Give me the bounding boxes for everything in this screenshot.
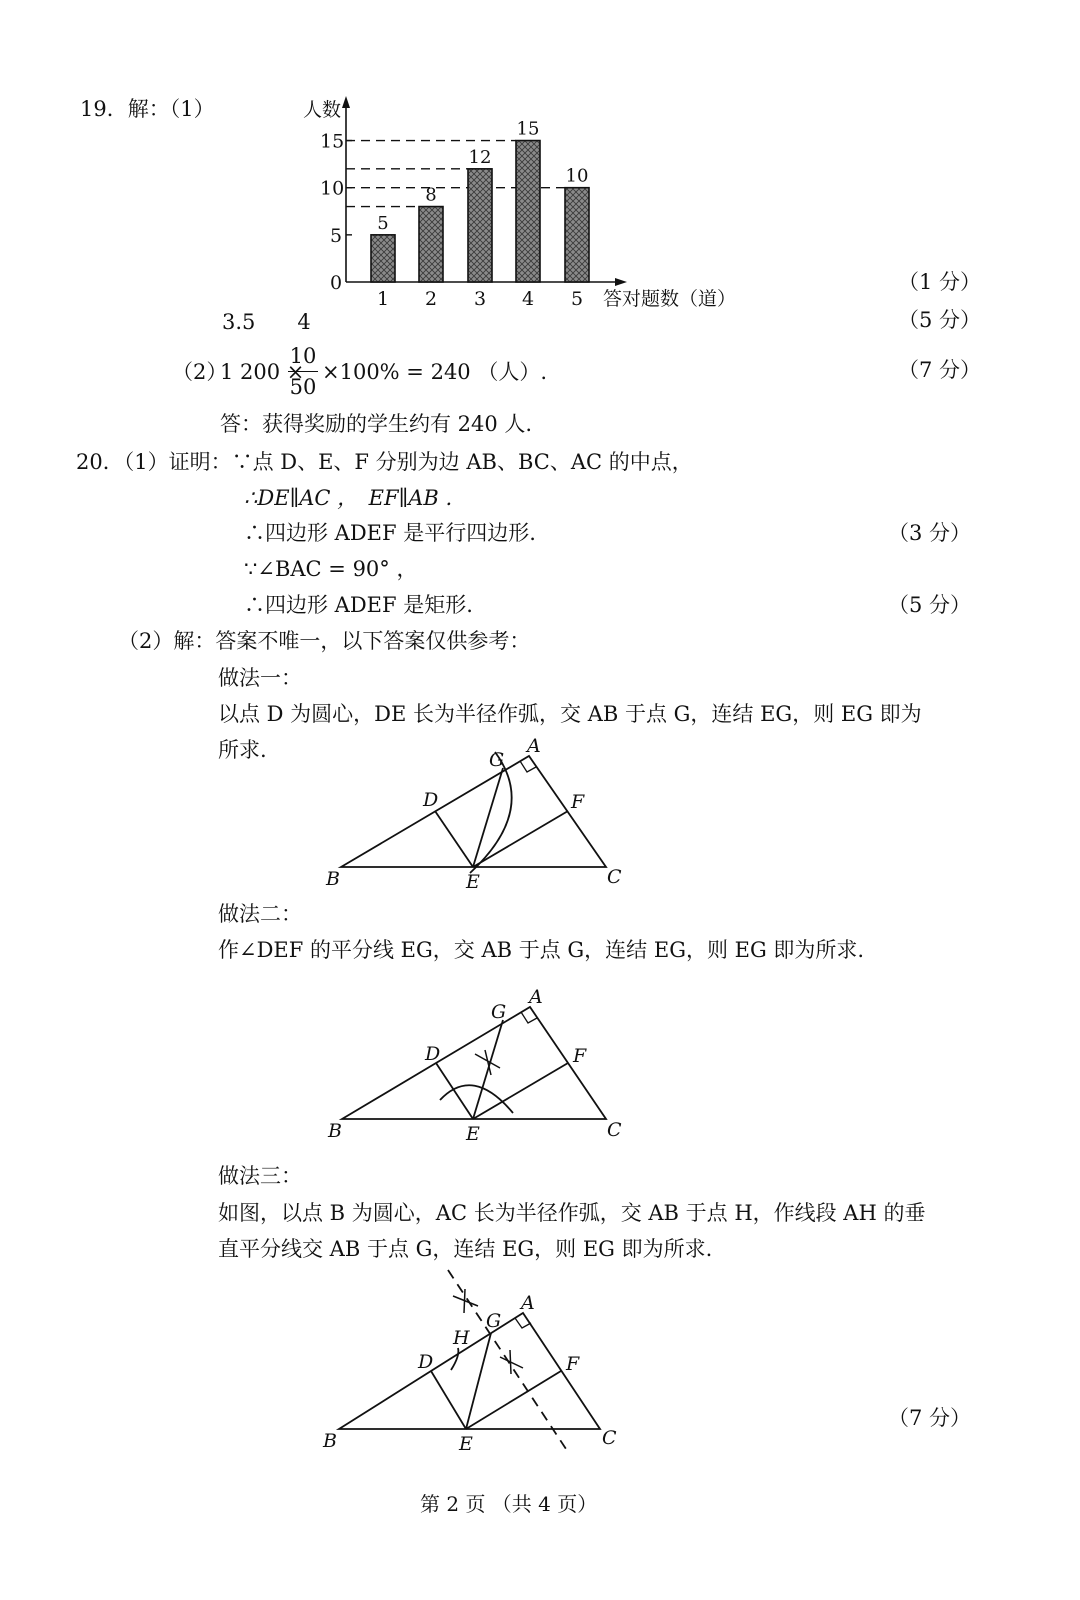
point-g: G	[486, 1310, 502, 1332]
q19-part2-lead: 1 200 ×	[220, 360, 305, 384]
q20-line-5: ∴四边形 ADEF 是矩形.	[244, 593, 473, 617]
q19-mean-median: 3.5 4	[222, 310, 311, 334]
q20-line-2: ∴DE∥AC ， EF∥AB .	[244, 486, 453, 510]
fraction-denominator: 50	[289, 375, 317, 399]
page-footer: 第 2 页 （共 4 页）	[420, 1492, 598, 1516]
point-g: G	[491, 1001, 507, 1023]
method-3-text-b: 直平分线交 AB 于点 G，连结 EG，则 EG 即为所求.	[218, 1237, 713, 1261]
q19-score-5: （5 分）	[898, 308, 982, 332]
point-a: A	[527, 735, 541, 757]
bar-data-label: 10	[565, 165, 589, 187]
point-b: B	[323, 1430, 337, 1452]
method-3-title: 做法三：	[218, 1164, 302, 1188]
point-f: F	[573, 1045, 587, 1067]
point-h: H	[453, 1327, 470, 1349]
figure-method-1	[341, 752, 606, 873]
point-d: D	[418, 1351, 434, 1373]
method-1-text-b: 所求.	[218, 738, 267, 762]
q20-score-7: （7 分）	[888, 1406, 972, 1430]
method-3-text-a: 如图，以点 B 为圆心，AC 长为半径作弧，交 AB 于点 H，作线段 AH 的垂	[218, 1201, 926, 1225]
point-f: F	[571, 791, 585, 813]
y-tick-label: 0	[330, 272, 343, 294]
point-b: B	[328, 1120, 342, 1142]
point-e: E	[466, 871, 480, 893]
point-c: C	[607, 1119, 622, 1141]
x-axis-label: 答对题数（道）	[603, 288, 737, 310]
point-g: G	[489, 749, 505, 771]
q19-part2-tail: ×100% = 240 （人）.	[322, 360, 548, 384]
bar-data-label: 15	[516, 118, 540, 140]
y-tick-label: 10	[320, 177, 345, 200]
q20-score-3: （3 分）	[888, 521, 972, 545]
point-b: B	[326, 868, 340, 890]
method-1-title: 做法一：	[218, 666, 302, 690]
x-tick-label: 3	[473, 288, 487, 310]
q20-score-5: （5 分）	[888, 593, 972, 617]
q20-part2: （2）解：答案不唯一，以下答案仅供参考：	[118, 629, 531, 653]
bar-data-label: 12	[468, 146, 492, 168]
bar-data-label: 8	[425, 184, 437, 206]
method-2-title: 做法二：	[218, 902, 302, 926]
point-e: E	[466, 1123, 480, 1145]
point-a: A	[529, 986, 543, 1008]
arc-h	[451, 1348, 458, 1370]
segment-de	[435, 811, 473, 867]
point-d: D	[423, 789, 439, 811]
figure-method-2	[342, 1007, 606, 1119]
point-a: A	[521, 1292, 535, 1314]
y-axis-label: 人数	[303, 99, 342, 121]
method-2-text: 作∠DEF 的平分线 EG，交 AB 于点 G，连结 EG，则 EG 即为所求.	[218, 938, 865, 962]
point-c: C	[602, 1427, 617, 1449]
segment-de	[436, 1063, 473, 1119]
point-e: E	[459, 1433, 473, 1455]
construction-cross	[453, 1289, 478, 1313]
x-tick-label: 4	[521, 288, 535, 310]
bar-data-label: 5	[377, 212, 389, 234]
q19-score-7: （7 分）	[898, 358, 982, 382]
segment-de	[431, 1371, 466, 1429]
x-tick-label: 1	[376, 288, 390, 310]
construction-cross	[500, 1350, 523, 1374]
q20-line-1: 20．（1）证明：∵点 D、E、F 分别为边 AB、BC、AC 的中点，	[76, 450, 693, 474]
method-1-text-a: 以点 D 为圆心，DE 长为半径作弧，交 AB 于点 G，连结 EG，则 EG 即为	[218, 702, 922, 726]
fraction-numerator: 10	[289, 344, 317, 368]
point-c: C	[607, 866, 622, 888]
x-tick-label: 2	[424, 288, 438, 310]
q19-label: 19．解：（1）	[80, 97, 215, 121]
q20-line-4: ∵∠BAC = 90° ，	[244, 557, 418, 581]
q20-line-3: ∴四边形 ADEF 是平行四边形.	[244, 521, 536, 545]
q19-score-1: （1 分）	[898, 270, 982, 294]
point-f: F	[566, 1353, 580, 1375]
figure-method-3	[339, 1270, 600, 1452]
point-d: D	[425, 1043, 441, 1065]
q19-part2-prefix: （2）	[172, 360, 228, 384]
y-tick-label: 5	[330, 224, 343, 247]
y-tick-label: 15	[320, 130, 345, 153]
q19-answer: 答：获得奖励的学生约有 240 人.	[220, 412, 533, 436]
x-tick-label: 5	[570, 288, 584, 310]
